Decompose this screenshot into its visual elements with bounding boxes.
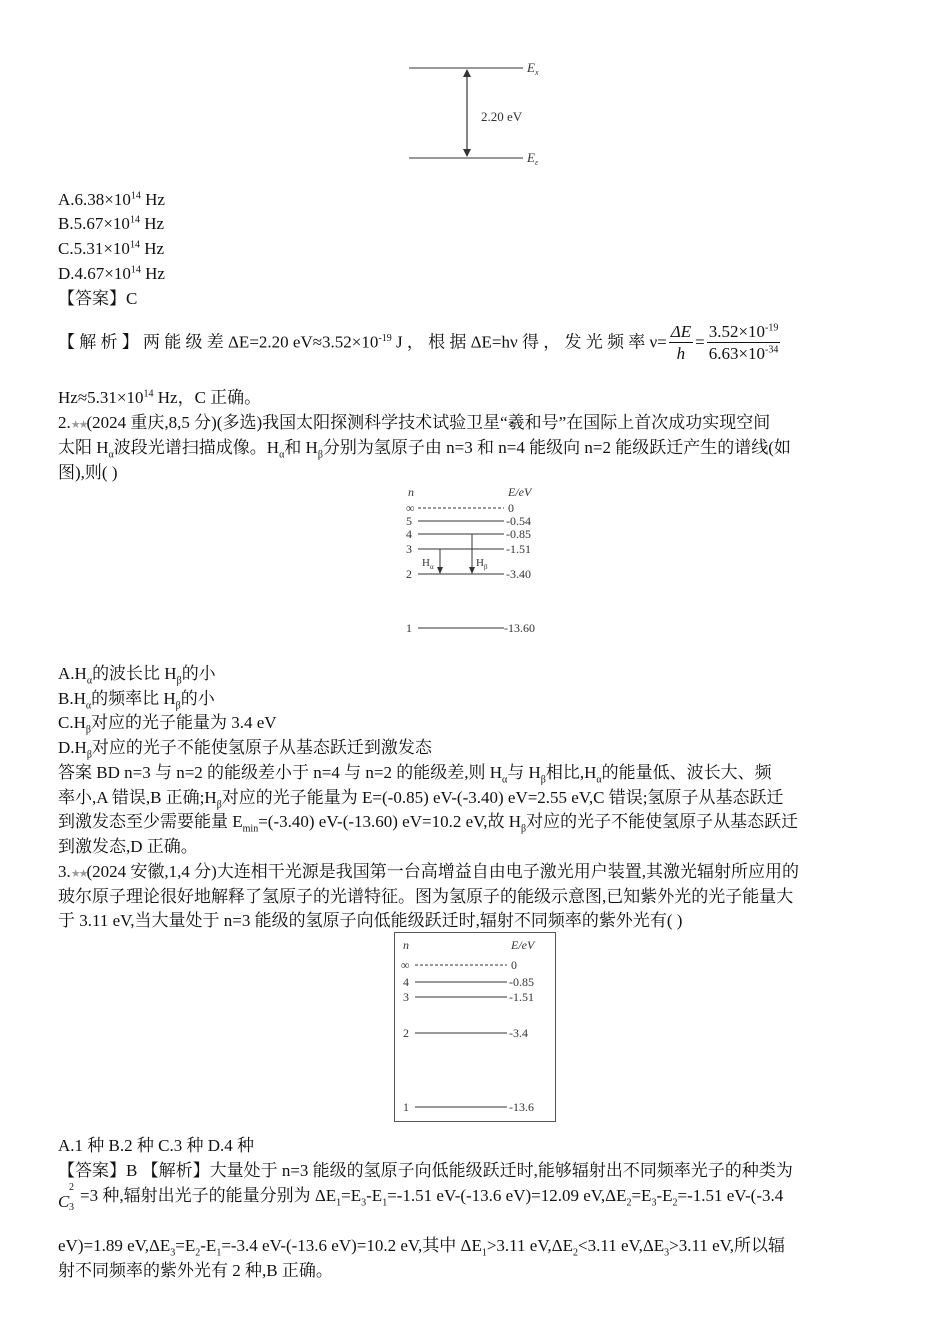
q2-answer-line2: 率小,A 错误,B 正确$;H_\beta$对应的光子能量为 E=(-0.85) eV-(-3.40) eV=2.55 eV,C 错误;氢原子从基态跃迁 bbox=[58, 788, 784, 811]
q2-option-a: $A.H_\alpha$的波长比 $H_\beta$的小 bbox=[58, 664, 216, 687]
q1-option-a: $A.6.38\times 10^{14}$ Hz bbox=[58, 190, 165, 209]
q3-stem-line1: 3.★★(2024 安徽,1,4 分)大连相干光源是我国第一台高增益自由电子激光用户装置,其激光辐射所应用的 bbox=[58, 862, 800, 881]
upper-level-label: $E_x$ bbox=[527, 60, 539, 77]
level-e-2: -3.4 bbox=[509, 1026, 528, 1040]
arrow-head-up bbox=[463, 69, 471, 77]
q3-answer-line4: 射不同频率的紫外光有 2 种,B 正确。 bbox=[58, 1261, 333, 1280]
level-n-1: 1 bbox=[406, 621, 412, 635]
q3-stem-line2: 玻尔原子理论很好地解释了氢原子的光谱特征。图为氢原子的能级示意图,已知紫外光的光子能量大 bbox=[58, 887, 794, 906]
hydrogen-levels-figure-q3 bbox=[394, 932, 556, 1122]
q2-option-c: $C.H_\beta$对应的光子能量为 3.4 eV bbox=[58, 713, 277, 736]
n-axis-label: n bbox=[408, 485, 414, 499]
h-beta-arrow-head bbox=[469, 567, 475, 574]
hydrogen-levels-svg-q3 bbox=[395, 933, 555, 1121]
fraction-delta-e-over-h: $\frac{\Delta E}{h}$ bbox=[670, 322, 692, 363]
level-e-1: -13.60 bbox=[504, 621, 535, 635]
level-n-5: 5 bbox=[406, 514, 412, 528]
level-e-4: -0.85 bbox=[509, 975, 534, 989]
level-n-4: 4 bbox=[406, 527, 412, 541]
level-e-1: -13.6 bbox=[509, 1100, 534, 1114]
q3-answer-line1: 【答案】B 【解析】大量处于 n=3 能级的氢原子向低能级跃迁时,能够辐射出不同频率光子的种类为 bbox=[58, 1161, 793, 1180]
level-e-5: -0.54 bbox=[506, 514, 531, 528]
h-alpha-label: $H_\alpha$ bbox=[422, 557, 434, 571]
q2-option-b: $B.H_\alpha$的频率比 $H_\beta$的小 bbox=[58, 689, 215, 712]
level-n-1: 1 bbox=[403, 1100, 409, 1114]
n-axis-label: n bbox=[403, 938, 409, 952]
h-beta-label: $H_\beta$ bbox=[476, 557, 488, 571]
level-n-2: 2 bbox=[403, 1026, 409, 1040]
level-n-2: 2 bbox=[406, 567, 412, 581]
energy-gap-figure bbox=[405, 58, 555, 170]
level-e-3: -1.51 bbox=[506, 542, 531, 556]
level-e-4: -0.85 bbox=[506, 527, 531, 541]
q1-analysis-line2: $Hz\approx 5.31\times 10^{14}$ Hz，C 正确。 bbox=[58, 388, 262, 407]
q2-stem-line1: 2.★★(2024 重庆,8,5 分)(多选)我国太阳探测科学技术试验卫星“羲和号”在国际上首次成功实现空间 bbox=[58, 413, 771, 432]
hydrogen-levels-figure-q2 bbox=[400, 482, 560, 640]
q3-answer-line3: eV)=1.89 $eV,\Delta E_3=E_2-E_1=-3.4$ eV-(-13.6 eV)=10.2 eV,其中 $\Delta E_1>3.11$ $eV,\Delta E_2<3.11$ $eV,\Delta E_3>3.11$ eV,所以辐 bbox=[58, 1236, 785, 1259]
q3-stem-line3: 于 3.11 eV,当大量处于 n=3 能级的氢原子向低能级跃迁时,辐射不同频率的紫外光有( ) bbox=[58, 911, 683, 930]
q1-option-c: $C.5.31\times 10^{14}$ Hz bbox=[58, 239, 165, 258]
fraction-energy-over-planck: $\frac{3.52\times 10^{-19}}{6.63\times 10^{-34}}$ bbox=[708, 322, 779, 363]
level-n-4: 4 bbox=[403, 975, 409, 989]
level-e-inf: 0 bbox=[511, 958, 517, 972]
level-n-3: 3 bbox=[403, 990, 409, 1004]
q2-option-d: $D.H_\beta$对应的光子不能使氢原子从基态跃迁到激发态 bbox=[58, 738, 432, 761]
level-e-3: -1.51 bbox=[509, 990, 534, 1004]
difficulty-stars-icon: ★★ bbox=[70, 868, 87, 880]
q1-analysis-line1: 【 解 析 】 两 能 级 差 ΔE=2.20 $eV\approx 3.52\times 10^{-19}$ J ， 根 据 ΔE=hν 得 ， 发 光 频 率 ν= $\frac{\Delta E}{h}$ = $\frac{3.52\times 10^{-19}}{6.63\times 10^{-34}}$ bbox=[58, 322, 779, 363]
level-n-inf: ∞ bbox=[401, 958, 410, 972]
arrow-head-down bbox=[463, 149, 471, 157]
q3-answer-line2: C 2 3 =3 种,辐射出光子的能量分别为 $\Delta E_1=E_3-E_1=-1.51$ eV-(-13.6 eV)=12.09 $eV,\Delta E_2=E_3-E_2=-1.51$ eV-(-3.4 bbox=[58, 1182, 784, 1213]
q1-answer: 【答案】C bbox=[58, 289, 138, 308]
q2-stem-line2: 太阳 $H_\alpha$波段光谱扫描成像。$H_\alpha$和 $H_\beta$分别为氢原子由 n=3 和 n=4 能级向 n=2 能级跃迁产生的谱线(如 bbox=[58, 438, 791, 461]
level-n-inf: ∞ bbox=[406, 501, 415, 515]
gap-label: 2.20 eV bbox=[481, 109, 523, 124]
level-e-2: -3.40 bbox=[506, 567, 531, 581]
q3-options: A.1 种 B.2 种 C.3 种 D.4 种 bbox=[58, 1136, 254, 1155]
combination-symbol: C 2 3 bbox=[58, 1182, 74, 1213]
q1-option-d: $D.4.67\times 10^{14}$ Hz bbox=[58, 264, 165, 283]
lower-level-label: $E_\varepsilon$ bbox=[527, 150, 539, 167]
level-n-3: 3 bbox=[406, 542, 412, 556]
q2-answer-line3: 到激发态至少需要能量 $E_{min}=(-3.40)$ eV-(-13.60) eV=10.2 eV,故 $H_\beta$对应的光子不能使氢原子从基态跃迁 bbox=[58, 812, 799, 835]
q1-option-b: $B.5.67\times 10^{14}$ Hz bbox=[58, 214, 165, 233]
energy-axis-label: E/eV bbox=[508, 485, 532, 499]
level-e-inf: 0 bbox=[508, 501, 514, 515]
difficulty-stars-icon: ★★ bbox=[70, 419, 87, 431]
q2-answer-line4: 到激发态,D 正确。 bbox=[58, 837, 198, 856]
q2-stem-line3: 图),则( ) bbox=[58, 463, 118, 482]
h-alpha-arrow-head bbox=[437, 567, 443, 574]
q2-answer-line1: 答案 BD n=3 与 n=2 的能级差小于 n=4 与 n=2 的能级差,则 $H_\alpha$与 $H_\beta$相比$,H_\alpha$的能量低、波长大、频 bbox=[58, 763, 772, 786]
energy-axis-label: E/eV bbox=[511, 938, 535, 952]
